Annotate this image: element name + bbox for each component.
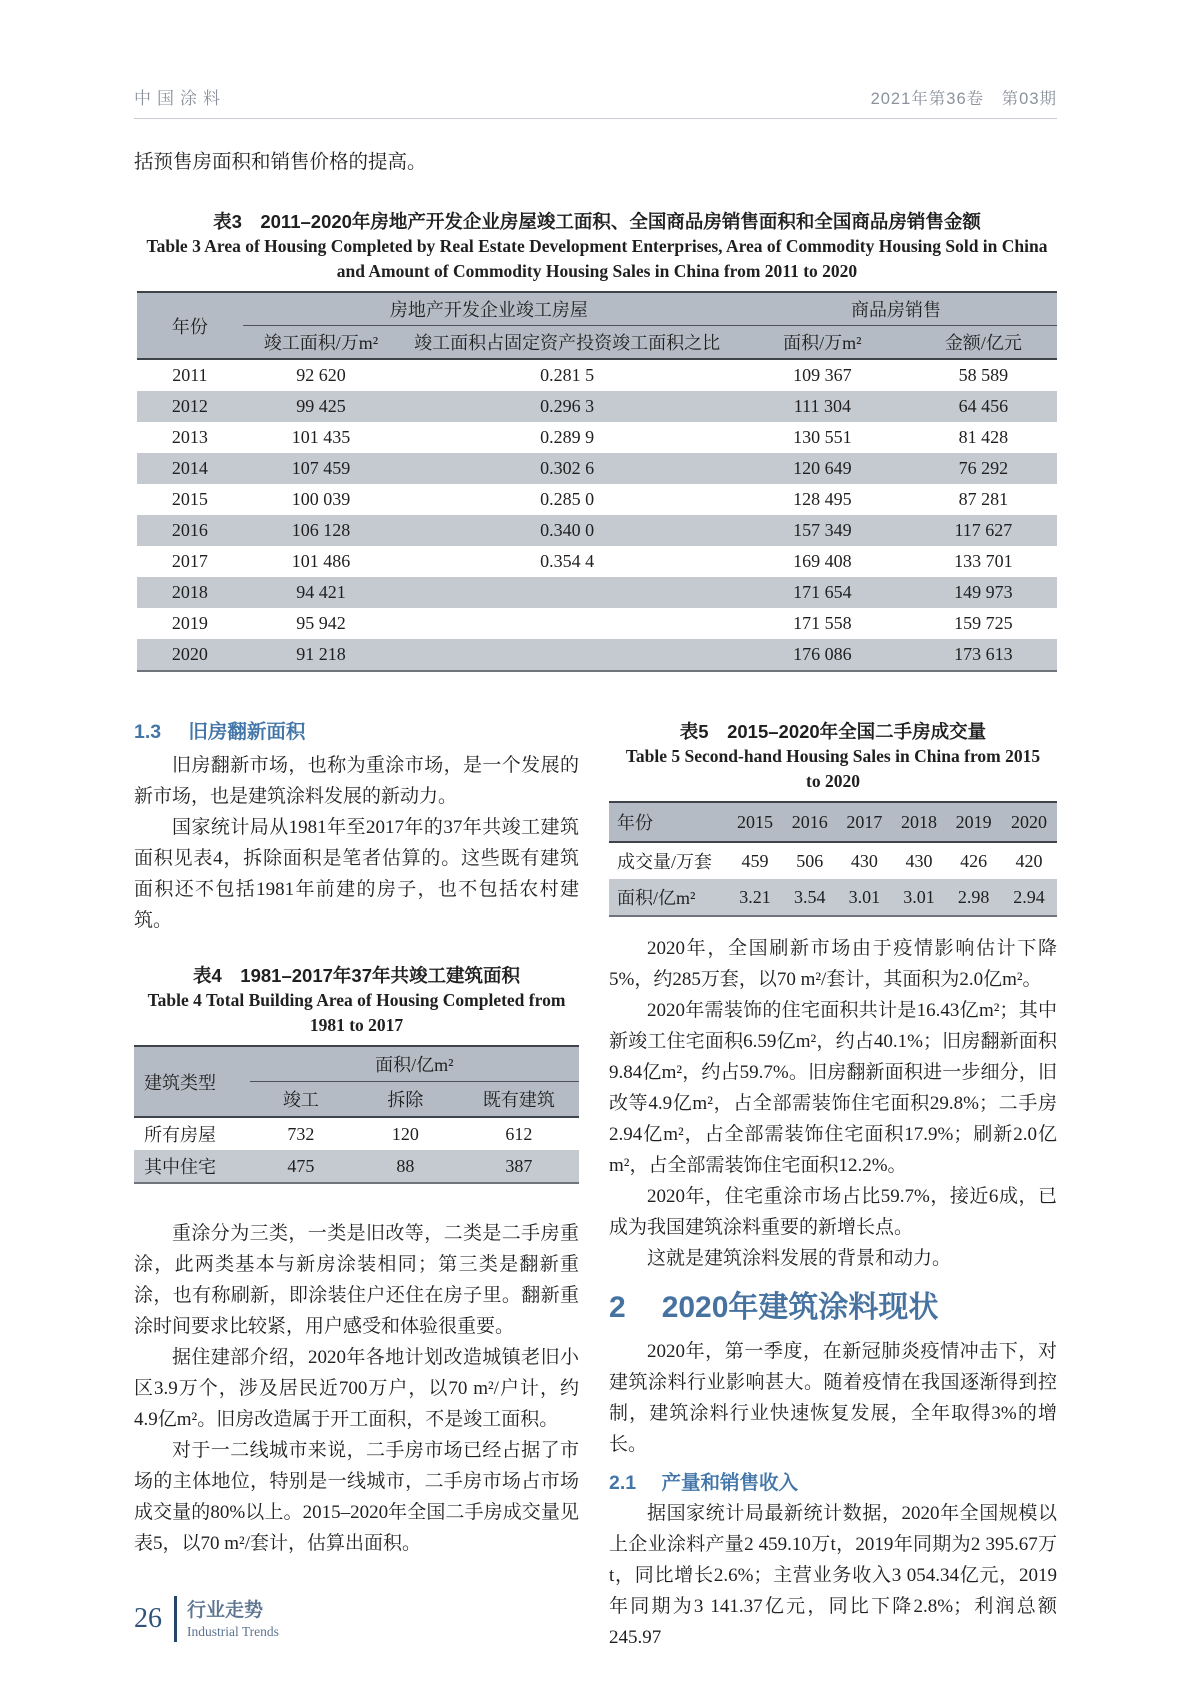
table5-title-en-line1: Table 5 Second-hand Housing Sales in China from 2015 (625, 746, 1041, 766)
section-2-heading (609, 1290, 1057, 1326)
table5-header-year: 年份 (617, 813, 653, 833)
paragraph: 重涂分为三类，一类是旧改等，二类是二手房重涂，此两类基本与新房涂装相同；第三类是翻新重涂，也有称刷新，即涂装住户还住在房子里。翻新重涂时间要求比较紧，用户感受和体验很重要。 (134, 1223, 579, 1337)
table3-block (137, 210, 1057, 672)
paragraph: 旧房翻新市场，也称为重涂市场，是一个发展的新市场，也是建筑涂料发展的新动力。 (134, 755, 579, 807)
table3-header-sub2: 竣工面积占固定资产投资竣工面积之比 (414, 333, 721, 353)
section-title: 2020年建筑涂料现状 (661, 1291, 939, 1324)
table4-header-type: 建筑类型 (144, 1072, 216, 1093)
table4-header-sub2: 拆除 (387, 1090, 424, 1110)
paragraph: 据住建部介绍，2020年各地计划改造城镇老旧小区3.9万个，涉及居民近700万户，以70 m²/户计，约4.9亿m²。旧房改造属于开工面积，不是竣工面积。 (134, 1347, 579, 1430)
table5-header-cell: 2020 (1010, 811, 1047, 832)
table5-header-cell: 2019 (955, 811, 992, 832)
footer-column-en: Industrial Trends (187, 1623, 279, 1639)
table4 (134, 1045, 579, 1184)
table-row: 2014 107 459 0.302 6 120 649 76 292 (137, 453, 1057, 484)
issue-info: 2021年第36卷 第03期 (870, 90, 1057, 108)
table5-title-en-line2: to 2020 (806, 771, 860, 791)
table4-header-sub3: 既有建筑 (482, 1090, 555, 1110)
table5-block (609, 720, 1057, 917)
footer-column-title (187, 1599, 279, 1640)
table5-title-zh: 表5 2015–2020年全国二手房成交量 (679, 721, 987, 742)
table4-header-group: 面积/亿m² (250, 1046, 579, 1082)
table-row: 2012 99 425 0.296 3 111 304 64 456 (137, 391, 1057, 422)
paragraph: 2020年，全国刷新市场由于疫情影响估计下降5%，约285万套，以70 m²/套计，其面积为2.0亿m²。 (609, 938, 1057, 990)
table4-title-en-line2: 1981 to 2017 (309, 1015, 404, 1035)
table5 (609, 801, 1057, 917)
footer-column-zh: 行业走势 (187, 1599, 264, 1621)
table-row: 2020 91 218 176 086 173 613 (137, 639, 1057, 671)
paragraph: 这就是建筑涂料发展的背景和动力。 (647, 1248, 952, 1269)
table-row: 2015 100 039 0.285 0 128 495 87 281 (171, 489, 1009, 509)
table4-title-en-line1: Table 4 Total Building Area of Housing Completed from (147, 990, 566, 1010)
table3 (137, 291, 1057, 672)
table3-header-sub1: 竣工面积/万m² (263, 333, 379, 353)
table3-header-group1: 房地产开发企业竣工房屋 (243, 292, 735, 326)
section-title: 产量和销售收入 (661, 1472, 798, 1494)
paragraph: 2020年，住宅重涂市场占比59.7%，接近6成，已成为我国建筑涂料重要的新增长点。 (609, 1186, 1057, 1238)
table-row: 2013 101 435 0.289 9 130 551 81 428 (171, 427, 1009, 447)
table-row: 2018 94 421 171 654 149 973 (137, 577, 1057, 608)
section-title: 旧房翻新面积 (188, 721, 306, 743)
section-1-3-heading (134, 716, 579, 744)
paragraph: 国家统计局从1981年至2017年的37年共竣工建筑面积见表4，拆除面积是笔者估算的。这些既有建筑面积还不包括1981年前建的房子，也不包括农村建筑。 (134, 817, 579, 931)
table5-header-cell: 2016 (791, 811, 828, 832)
table5-header-cell: 2017 (846, 811, 883, 832)
table4-title-zh: 表4 1981–2017年37年共竣工建筑面积 (193, 965, 520, 986)
paragraph: 对于一二线城市来说，二手房市场已经占据了市场的主体地位，特别是一线城市，二手房市场占市场成交量的80%以上。2015–2020年全国二手房成交量见表5，以70 m²/套计，估算出面积。 (134, 1440, 579, 1554)
table3-header-year: 年份 (171, 316, 208, 337)
table-row: 2017 101 486 0.354 4 169 408 133 701 (171, 551, 1013, 571)
table-row: 其中住宅 475 88 387 (134, 1150, 579, 1183)
page-footer (134, 1596, 279, 1642)
table3-title-en-line2: and Amount of Commodity Housing Sales in China from 2011 to 2020 (336, 261, 858, 281)
page-header (134, 84, 1057, 119)
intro-paragraph: 括预售房面积和销售价格的提高。 (134, 152, 427, 173)
paragraph: 2020年需装饰的住宅面积共计是16.43亿m²；其中新竣工住宅面积6.59亿m²，约占40.1%；旧房翻新面积9.84亿m²，约占59.7%。旧房翻新面积进一步细分，旧改等4.9亿m²，占全部需装饰住宅面积29.8%；二手房2.94亿m²，占全部需装饰住宅面积17.9%；刷新2.0亿m²，占全部需装饰住宅面积12.2%。 (609, 1000, 1057, 1176)
page-number: 26 (134, 1603, 162, 1634)
section-number: 2 (609, 1291, 626, 1324)
journal-name: 中国涂料 (134, 89, 226, 108)
table4-header-sub1: 竣工 (282, 1090, 319, 1110)
table-row: 2016 106 128 0.340 0 157 349 117 627 (137, 515, 1057, 546)
two-column-body (134, 716, 1057, 1653)
table-row: 成交量/万套 459 506 430 430 426 420 (617, 850, 1043, 872)
table5-header-cell: 2018 (900, 811, 937, 832)
section-number: 1.3 (134, 721, 162, 743)
table3-header-sub4: 金额/亿元 (944, 333, 1022, 353)
section-2-1-heading (609, 1467, 1057, 1495)
section-number: 2.1 (609, 1472, 637, 1494)
table3-header-sub3: 面积/万m² (783, 333, 862, 353)
table3-title-en-line1: Table 3 Area of Housing Completed by Real Estate Development Enterprises, Area of Commodity Housing Sold in China (146, 236, 1048, 256)
table5-header-cell: 2015 (737, 811, 774, 832)
footer-divider-bar (174, 1596, 177, 1642)
table-row: 2019 95 942 171 558 159 725 (171, 613, 1013, 633)
table-row: 2011 92 620 0.281 5 109 367 58 589 (172, 365, 1009, 385)
left-column (134, 716, 579, 1653)
table-row: 面积/亿m² 3.21 3.54 3.01 3.01 2.98 2.94 (609, 879, 1057, 916)
paragraph: 据国家统计局最新统计数据，2020年全国规模以上企业涂料产量2 459.10万t，2019年同期为2 395.67万t，同比增长2.6%；主营业务收入3 054.34亿元，2019年同期为3 141.37亿元，同比下降2.8%；利润总额245.97 (609, 1503, 1057, 1648)
table-row: 所有房屋 732 120 612 (144, 1123, 533, 1145)
paragraph: 2020年，第一季度，在新冠肺炎疫情冲击下，对建筑涂料行业影响甚大。随着疫情在我国逐渐得到控制，建筑涂料行业快速恢复发展，全年取得3%的增长。 (609, 1341, 1057, 1455)
table3-header-group2: 商品房销售 (735, 292, 1057, 326)
right-column (609, 716, 1057, 1653)
table3-title-zh: 表3 2011–2020年房地产开发企业房屋竣工面积、全国商品房销售面积和全国商品房销售金额 (213, 211, 981, 232)
table4-block (134, 964, 579, 1184)
